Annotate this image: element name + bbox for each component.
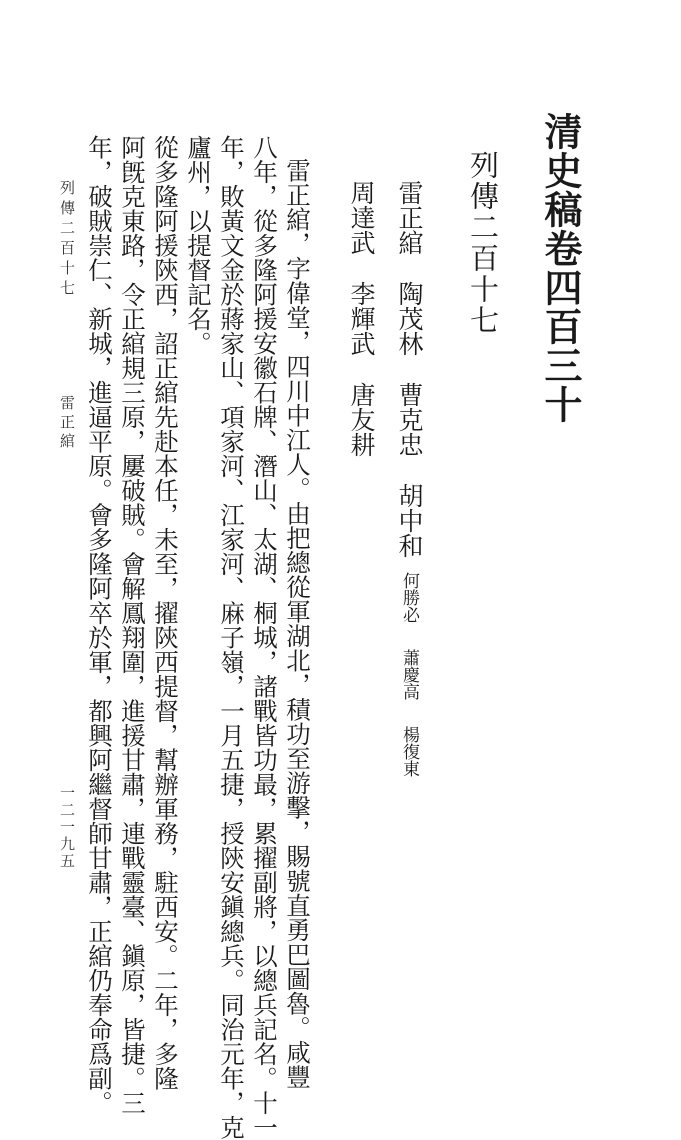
page-number: 一二一九五 (58, 785, 76, 870)
book-title: 清史稿卷四百三十 (538, 112, 583, 424)
chapter-title: 列傳二百十七 (466, 150, 500, 336)
name-li-huiwu: 李輝武 (347, 281, 376, 356)
body-column-7: 年，破賊崇仁、新城，進逼平原。會多隆阿卒於軍，都興阿繼督師甘肅，正綰仍奉命爲副。 (85, 135, 114, 1115)
name-hu-zhonghe: 胡中和 (395, 483, 424, 558)
footer-chapter: 列傳二百十七 (58, 180, 76, 300)
names-line-2 (343, 180, 379, 457)
names-line-1 (391, 180, 427, 777)
footer-person: 雷正綰 (58, 395, 76, 452)
name-lei-zhengwan: 雷正綰 (395, 180, 424, 255)
body-column-4: 廬州，以提督記名。 (184, 135, 213, 356)
name-xiao-qinggao: 蕭慶高 (399, 649, 419, 700)
body-column-1: 雷正綰，字偉堂，四川中江人。由把總從軍湖北，積功至游擊，賜號直勇巴圖魯。咸豐 (283, 158, 312, 1089)
body-column-6: 阿旣克東路，令正綰規三原，屢破賊。會解鳳翔圍，進援甘肅，連戰靈臺、鎭原，皆捷。三 (118, 135, 147, 1115)
name-cao-kezhong: 曹克忠 (395, 382, 424, 457)
body-column-2: 八年，從多隆阿援安徽石牌、潛山、太湖、桐城，諸戰皆功最，累擢副將，以總兵記名。十一 (250, 135, 279, 1140)
name-zhou-dawu: 周達武 (347, 180, 376, 255)
name-yang-fudong: 楊復東 (399, 726, 419, 777)
name-he-shengbi: 何勝必 (399, 572, 419, 623)
body-column-3: 年，敗黃文金於蔣家山、項家河、江家河、麻子嶺，一月五捷，授陝安鎭總兵。同治元年，克 (217, 135, 246, 1140)
name-tao-maolin: 陶茂林 (395, 281, 424, 356)
body-column-5: 從多隆阿援陝西，詔正綰先赴本任，未至，擢陝西提督，幫辦軍務，駐西安。二年，多隆 (151, 135, 180, 1091)
name-tang-yougeng: 唐友耕 (347, 382, 376, 457)
